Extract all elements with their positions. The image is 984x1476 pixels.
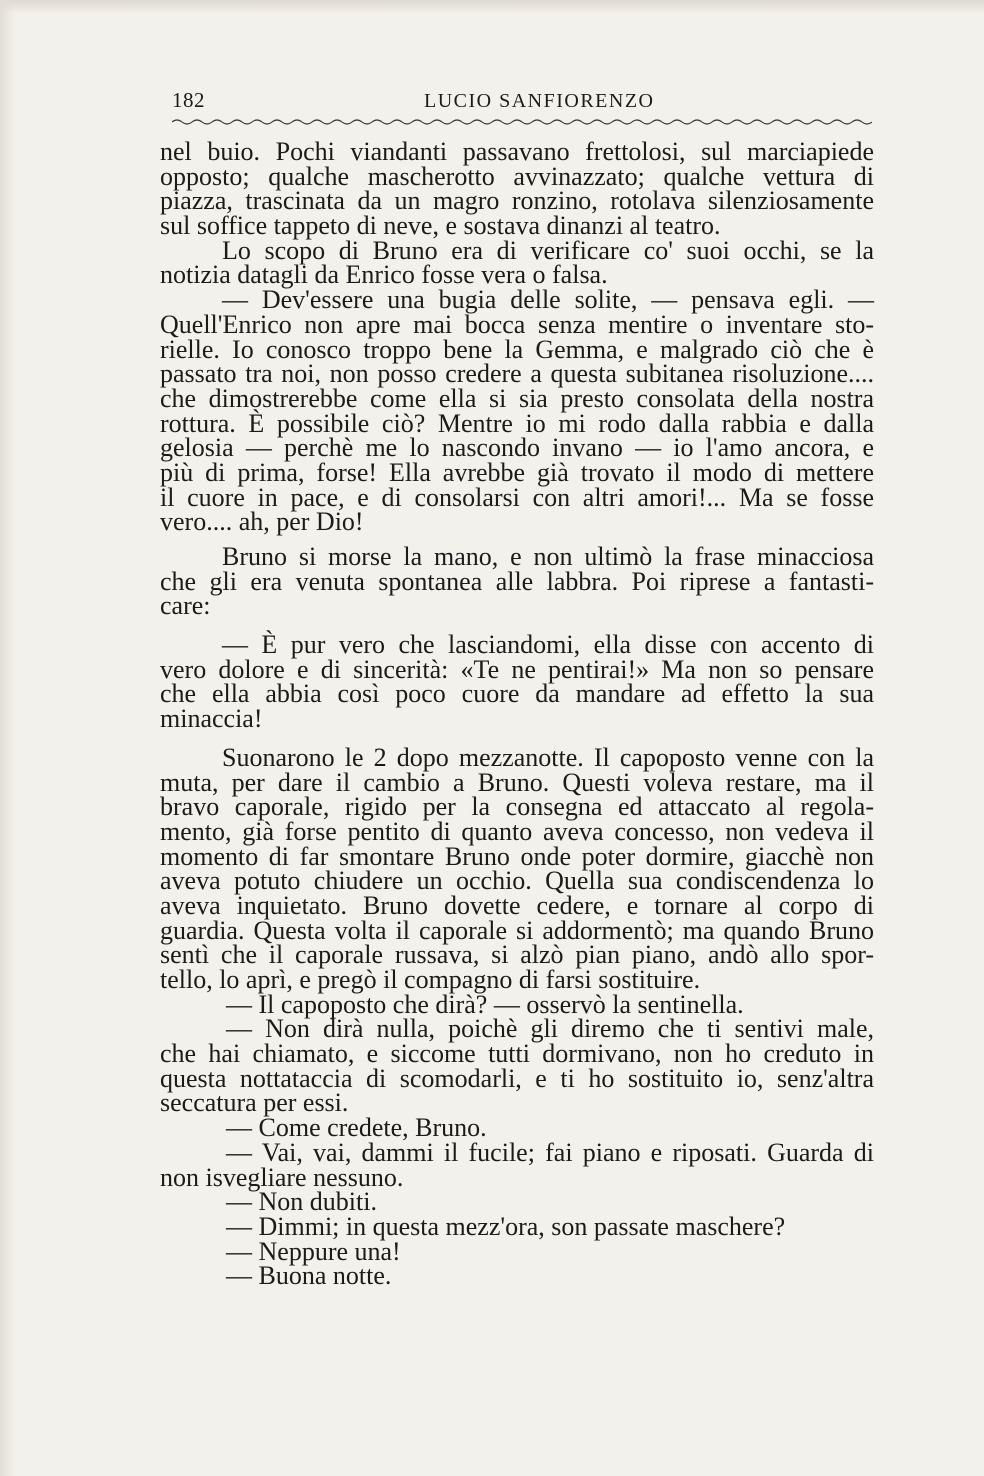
text-line: opposto; qualche mascherotto avvinazzato; qualche vettura di — [160, 161, 874, 191]
text-line: — Buona notte. — [226, 1261, 392, 1291]
text-line: nel buio. Pochi viandanti passavano frettolosi, sul marciapiede — [160, 137, 874, 166]
text-line: rielle. Io conosco troppo bene la Gemma, e malgrado ciò che è — [160, 334, 874, 364]
text-line: care: — [160, 591, 211, 621]
text-line: che ella abbia così poco cuore da mandare ad effetto la sua — [160, 679, 874, 709]
text-line: Lo scopo di Bruno era di verificare co' suoi occhi, se la — [222, 235, 874, 265]
text-line: questa nottataccia di scomodarli, e ti ho sostituito io, senz'altra — [160, 1063, 874, 1093]
text-line: piazza, trascinata da un magro ronzino, rotolava silenziosamente — [160, 186, 874, 216]
scan-shadow-left — [0, 0, 16, 1476]
text-line: aveva inquietato. Bruno dovette cedere, e tornare al corpo di — [160, 890, 874, 920]
body-text — [160, 137, 874, 1291]
text-line: muta, per dare il cambio a Bruno. Questi voleva restare, ma il — [160, 767, 874, 797]
text-line: minaccia! — [160, 704, 263, 734]
text-line: — Non dirà nulla, poichè gli diremo che ti sentivi male, — [226, 1014, 874, 1044]
text-line: mento, già forse pentito di quanto aveva concesso, non vedeva il — [160, 816, 874, 846]
text-line: — Dimmi; in questa mezz'ora, son passate maschere? — [226, 1211, 786, 1241]
text-line: sentì che il caporale russava, si alzò pian piano, andò allo spor- — [160, 940, 874, 970]
text-line: seccatura per essi. — [160, 1088, 349, 1118]
text-line: sul soffice tappeto di neve, e sostava dinanzi al teatro. — [160, 211, 721, 241]
text-line: guardia. Questa volta il caporale si addormentò; ma quando Bruno — [160, 915, 874, 945]
text-line: momento di far smontare Bruno onde poter dormire, giacchè non — [160, 841, 874, 871]
text-line: che hai chiamato, e siccome tutti dormivano, non ho creduto in — [160, 1039, 874, 1069]
text-line: gelosia — perchè me lo nascondo invano — io l'amo ancora, e — [160, 433, 874, 463]
text-line: — Non dubiti. — [226, 1187, 377, 1217]
scan-shadow-top — [0, 0, 984, 14]
text-line: aveva potuto chiudere un occhio. Quella sua condiscendenza lo — [160, 866, 874, 896]
running-head: LUCIO SANFIORENZO — [424, 90, 655, 112]
text-line: il cuore in pace, e di consolarsi con altri amori!... Ma se fosse — [160, 482, 874, 512]
text-line: passato tra noi, non posso credere a questa subitanea risoluzione.... — [160, 359, 874, 389]
text-line: bravo caporale, rigido per la consegna ed attaccato al regola- — [160, 792, 874, 822]
decorative-wavy-rule — [172, 118, 872, 126]
text-line: rottura. È possibile ciò? Mentre io mi rodo dalla rabbia e dalla — [160, 408, 874, 438]
page-number: 182 — [172, 88, 205, 112]
text-line: Bruno si morse la mano, e non ultimò la frase minacciosa — [222, 542, 874, 571]
text-line: più di prima, forse! Ella avrebbe già trovato il modo di mettere — [160, 457, 874, 487]
text-line: vero dolore e di sincerità: «Te ne pentirai!» Ma non so pensare — [160, 654, 874, 684]
text-line: che gli era venuta spontanea alle labbra. Poi riprese a fantasti- — [160, 566, 874, 596]
page-header — [172, 88, 872, 128]
text-line: — Dev'essere una bugia delle solite, — pensava egli. — — [222, 285, 874, 315]
text-line: Quell'Enrico non apre mai bocca senza mentire o inventare sto- — [160, 309, 874, 339]
text-line: non isvegliare nessuno. — [160, 1162, 404, 1192]
text-line: — Il capoposto che dirà? — osservò la sentinella. — [226, 989, 744, 1019]
text-line: vero.... ah, per Dio! — [160, 507, 364, 537]
text-line: — Vai, vai, dammi il fucile; fai piano e riposati. Guarda di — [226, 1137, 874, 1167]
text-line: che dimostrerebbe come ella si sia presto consolata della nostra — [160, 383, 874, 413]
text-line: — È pur vero che lasciandomi, ella disse con accento di — [222, 630, 874, 660]
text-line: Suonarono le 2 dopo mezzanotte. Il capoposto venne con la — [222, 742, 874, 772]
text-line: — Come credete, Bruno. — [226, 1113, 487, 1143]
text-line: tello, lo aprì, e pregò il compagno di farsi sostituire. — [160, 965, 701, 994]
text-line: — Neppure una! — [226, 1236, 401, 1266]
text-line: notizia datagli da Enrico fosse vera o falsa. — [160, 260, 608, 290]
